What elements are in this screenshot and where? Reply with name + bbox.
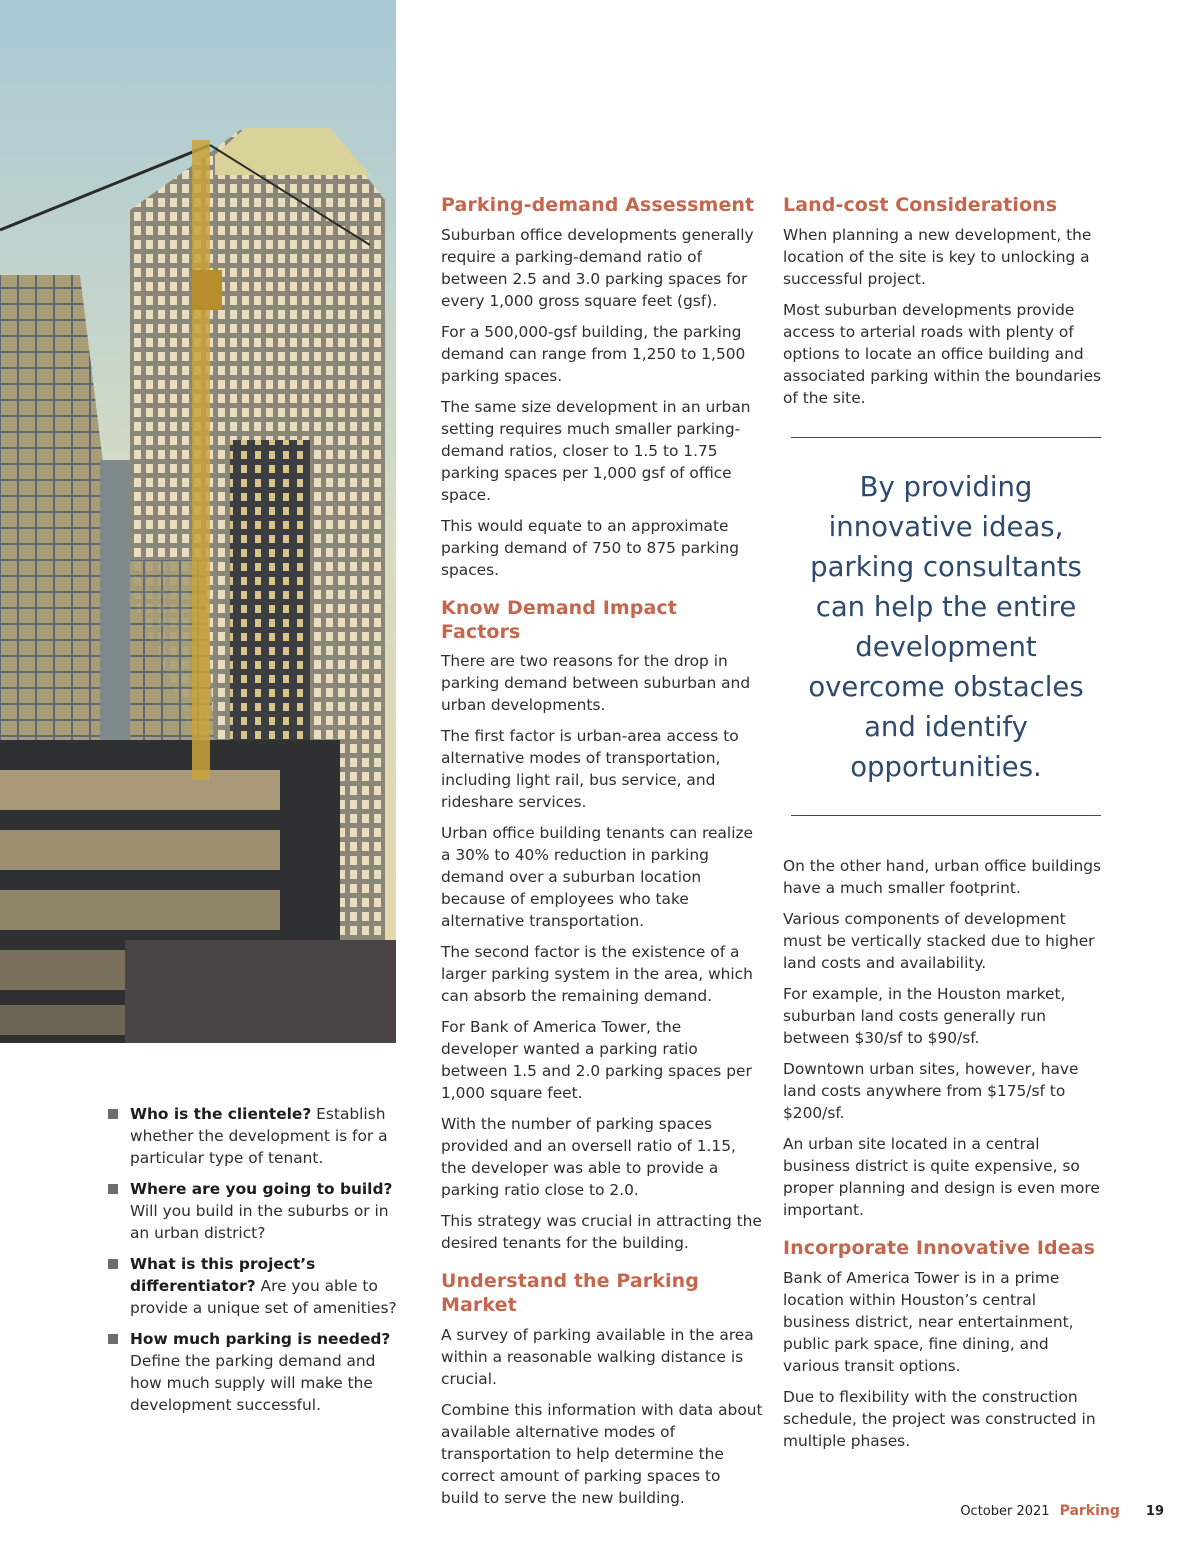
list-item xyxy=(108,1328,404,1416)
bullet-text: Establish whether the development is for a particular type of tenant. xyxy=(130,1105,388,1167)
page-number: 19 xyxy=(1145,1504,1164,1519)
square-bullet-icon xyxy=(108,1259,118,1269)
paragraph: An urban site located in a central business district is quite expensive, so proper planning and design is even more important. xyxy=(783,1135,1100,1219)
magazine-name: Parking xyxy=(1059,1503,1120,1519)
bullet-question: What is this project’s differentiator? xyxy=(130,1255,316,1295)
bullet-list-section xyxy=(108,1103,404,1425)
list-item xyxy=(108,1253,404,1319)
paragraph: The second factor is the existence of a larger parking system in the area, which can absorb the remaining demand. xyxy=(441,943,753,1006)
heading-land-cost-considerations: Land-cost Considerations xyxy=(783,194,1058,216)
heading-incorporate-innovative-ideas: Incorporate Innovative Ideas xyxy=(783,1237,1096,1259)
paragraph: The same size development in an urban setting requires much smaller parking-demand ratios, closer to 1.5 to 1.75 parking spaces per 1,000 gsf of office space. xyxy=(441,397,751,504)
city-skyline-photo xyxy=(0,0,396,1043)
paragraph: For a 500,000-gsf building, the parking demand can range from 1,250 to 1,500 parking spaces. xyxy=(441,322,746,385)
paragraph: When planning a new development, the location of the site is key to unlocking a successful project. xyxy=(783,225,1092,288)
paragraph: A survey of parking available in the area within a reasonable walking distance is crucial. xyxy=(441,1325,754,1388)
bullet-text: Define the parking demand and how much supply will make the development successful. xyxy=(130,1352,376,1414)
paragraph: Bank of America Tower is in a prime location within Houston’s central business district, near entertainment, public park space, fine dining, and various transit options. xyxy=(783,1268,1074,1375)
article-column-2-bottom xyxy=(783,855,1105,1461)
page-footer xyxy=(960,1503,1164,1519)
issue-date: October 2021 xyxy=(960,1504,1050,1519)
paragraph: The first factor is urban-area access to alternative modes of transportation, including light rail, bus service, and rideshare services. xyxy=(441,727,739,812)
list-item xyxy=(108,1103,404,1169)
paragraph: Most suburban developments provide access to arterial roads with plenty of options to locate an office building and associated parking within the boundaries of the site. xyxy=(783,300,1102,407)
article-column-1 xyxy=(441,194,763,1518)
square-bullet-icon xyxy=(108,1334,118,1344)
square-bullet-icon xyxy=(108,1184,118,1194)
list-item xyxy=(108,1178,404,1244)
paragraph: For example, in the Houston market, suburban land costs generally run between $30/sf to $90/sf. xyxy=(783,985,1066,1047)
bullet-text: Will you build in the suburbs or in an urban district? xyxy=(130,1202,389,1242)
paragraph: Combine this information with data about available alternative modes of transportation to help determine the correct amount of parking spaces to build to serve the new building. xyxy=(441,1400,763,1507)
bullet-text: Are you able to provide a unique set of amenities? xyxy=(130,1277,397,1317)
paragraph: Various components of development must be vertically stacked due to higher land costs and availability. xyxy=(783,910,1095,972)
article-column-2-top xyxy=(783,194,1105,418)
paragraph: Due to flexibility with the construction schedule, the project was constructed in multiple phases. xyxy=(783,1387,1096,1450)
bullet-question: Where are you going to build? xyxy=(130,1180,393,1198)
paragraph: This would equate to an approximate parking demand of 750 to 875 parking spaces. xyxy=(441,516,740,579)
pull-quote xyxy=(791,437,1101,816)
bullet-question: Who is the clientele? xyxy=(130,1105,312,1123)
paragraph: This strategy was crucial in attracting the desired tenants for the building. xyxy=(441,1212,762,1253)
heading-parking-demand-assessment: Parking-demand Assessment xyxy=(441,194,755,216)
paragraph: With the number of parking spaces provided and an oversell ratio of 1.15, the developer was able to provide a parking ratio close to 2.0. xyxy=(441,1115,736,1200)
paragraph: Downtown urban sites, however, have land costs anywhere from $175/sf to $200/sf. xyxy=(783,1060,1079,1122)
pull-quote-text: By providing innovative ideas, parking consultants can help the entire development overcome obstacles and identify opportunities. xyxy=(808,470,1084,783)
heading-understand-the-parking-market: Understand the Parking Market xyxy=(441,1270,699,1316)
paragraph: Suburban office developments generally require a parking-demand ratio of between 2.5 and 3.0 parking spaces for every 1,000 gross square feet (gsf). xyxy=(441,225,754,310)
paragraph: For Bank of America Tower, the developer wanted a parking ratio between 1.5 and 2.0 parking spaces per 1,000 square feet. xyxy=(441,1018,752,1103)
bullet-list xyxy=(108,1103,404,1416)
bullet-question: How much parking is needed? xyxy=(130,1330,391,1348)
paragraph: Urban office building tenants can realize a 30% to 40% reduction in parking demand over a suburban location because of employees who take alternative transportation. xyxy=(441,824,754,931)
heading-know-demand-impact-factors: Know Demand Impact Factors xyxy=(441,596,677,643)
city-skyline-with-construction-crane-icon xyxy=(0,0,396,1043)
paragraph: There are two reasons for the drop in parking demand between suburban and urban developments. xyxy=(441,652,751,715)
paragraph: On the other hand, urban office buildings have a much smaller footprint. xyxy=(783,857,1102,897)
square-bullet-icon xyxy=(108,1109,118,1119)
